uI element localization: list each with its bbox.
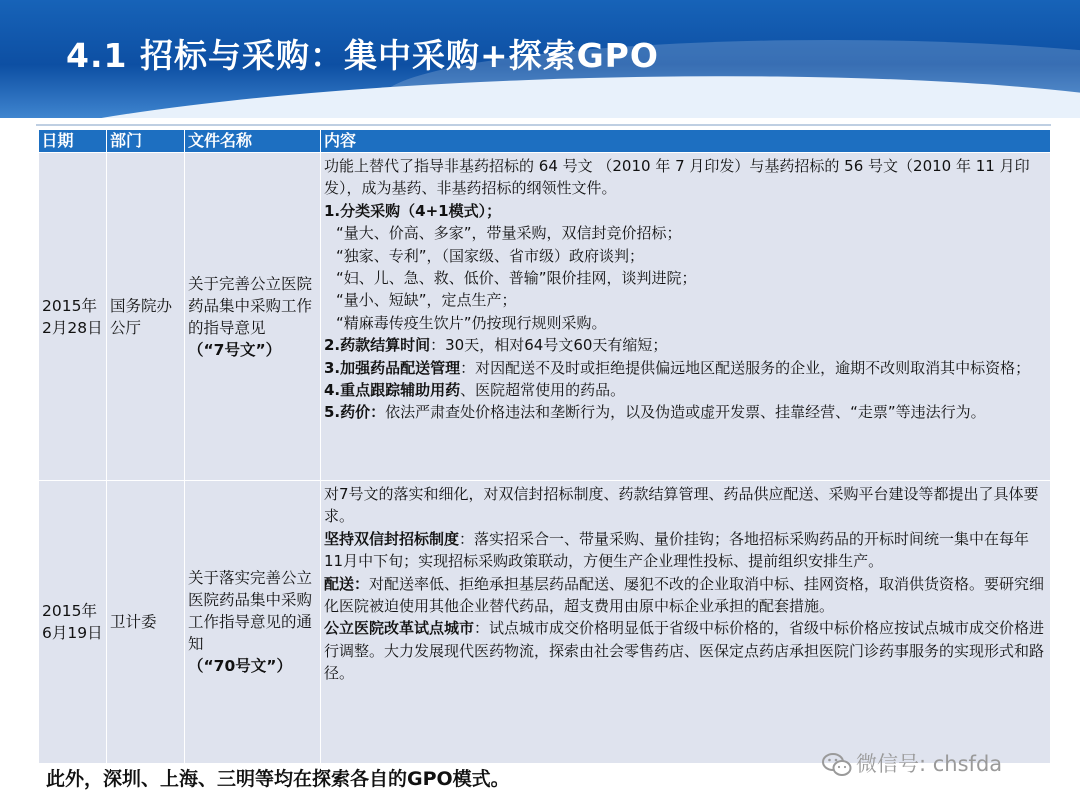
content-line-heading: 1.分类采购（4+1模式）； (324, 201, 502, 220)
content-line (324, 312, 1046, 334)
content-line-heading: 公立医院改革试点城市 (324, 619, 475, 638)
content-line-heading: 3.加强药品配送管理 (324, 358, 461, 377)
department-cell: 卫计委 (107, 481, 185, 764)
department-cell: 国务院办公厅 (107, 153, 185, 481)
header-content: 内容 (321, 130, 1051, 153)
content-line-text: 对配送率低、拒绝承担基层药品配送、屡犯不改的企业取消中标、挂网资格，取消供货资格。要研究细化医院被迫使用其他企业替代药品，超支费用由原中标企业承担的配套措施。 (324, 574, 1045, 616)
content-line-heading: 配送： (324, 574, 370, 593)
wechat-icon (822, 752, 852, 778)
content-line (324, 200, 1046, 222)
content-line (324, 267, 1046, 289)
document-title: 关于完善公立医院药品集中采购工作的指导意见 (188, 274, 313, 337)
content-line-text: “量大、价高、多家”，带量采购，双信封竞价招标； (336, 224, 682, 243)
content-line-heading: 5.药价： (324, 403, 386, 422)
content-line-text: ：对因配送不及时或拒绝提供偏远地区配送服务的企业，逾期不改则取消其中标资格； (460, 358, 1031, 377)
slide-title: 4.1 招标与采购：集中采购+探索GPO (66, 36, 659, 75)
content-line (324, 245, 1046, 267)
content-line (324, 379, 1046, 401)
policy-table (38, 130, 1051, 764)
date-cell: 2015年6月19日 (39, 481, 107, 764)
content-line (324, 483, 1046, 528)
document-title: 关于落实完善公立医院药品集中采购工作指导意见的通知 (188, 569, 313, 653)
content-cell (321, 481, 1051, 764)
watermark-text: 微信号: chsfda (856, 752, 1003, 776)
document-name-cell (185, 153, 321, 481)
document-number: （“7号文”） (188, 340, 282, 359)
content-line-heading: 2.药款结算时间 (324, 336, 431, 355)
content-line-text: 对7号文的落实和细化，对双信封招标制度、药款结算管理、药品供应配送、采购平台建设等都提出了具体要求。 (324, 485, 1039, 526)
content-line-heading: 4.重点跟踪辅助用药 (324, 381, 461, 400)
content-line (324, 334, 1046, 356)
content-line (324, 573, 1046, 618)
header-document-name: 文件名称 (185, 130, 321, 153)
footer-note: 此外，深圳、上海、三明等均在探索各自的GPO模式。 (46, 768, 510, 790)
watermark (822, 748, 1002, 778)
content-line-text: 功能上替代了指导非基药招标的 64 号文 （2010 年 7 月印发）与基药招标的 56 号文（2010 年 11 月印发），成为基药、非基药招标的纲领性文件。 (324, 157, 1030, 198)
content-line-text: 依法严肃查处价格违法和垄断行为，以及伪造或虚开发票、挂靠经营、“走票”等违法行为。 (385, 403, 986, 422)
content-line-text: “量小、短缺”，定点生产； (336, 291, 517, 310)
content-cell (321, 153, 1051, 481)
content-line (324, 289, 1046, 311)
date-cell: 2015年2月28日 (39, 153, 107, 481)
content-line-text: 、医院超常使用的药品。 (460, 381, 626, 400)
header-date: 日期 (39, 130, 107, 153)
document-name-cell (185, 481, 321, 764)
content-line (324, 155, 1046, 200)
content-line (324, 222, 1046, 244)
table-header-row (39, 130, 1051, 153)
content-line-text: “妇、儿、急、救、低价、普输”限价挂网，谈判进院； (336, 269, 697, 288)
content-line (324, 528, 1046, 573)
table-row (39, 481, 1051, 764)
document-number: （“70号文”） (188, 657, 292, 675)
content-line (324, 401, 1046, 423)
content-line-heading: 坚持双信封招标制度 (324, 529, 460, 548)
content-line-text: “精麻毒传疫生饮片”仍按现行规则采购。 (336, 313, 607, 332)
content-line (324, 357, 1046, 379)
table-row (39, 153, 1051, 481)
content-line-text: “独家、专利”，（国家级、省市级）政府谈判； (336, 246, 645, 265)
header-department: 部门 (107, 130, 185, 153)
divider (36, 124, 1051, 126)
content-line (324, 617, 1046, 684)
content-line-text: ：落实招采合一、带量采购、量价挂钩；各地招标采购药品的开标时间统一集中在每年11月中下旬；实现招标采购政策联动，方便生产企业理性投标、提前组织安排生产。 (324, 529, 1030, 571)
content-line-text: ：试点城市成交价格明显低于省级中标价格的，省级中标价格应按试点城市成交价格进行调整。大力发展现代医药物流，探索由社会零售药店、医保定点药店承担医院门诊药事服务的实现形式和路径。 (324, 619, 1045, 683)
content-line-text: ：30天，相对64号文60天有缩短； (430, 336, 668, 355)
